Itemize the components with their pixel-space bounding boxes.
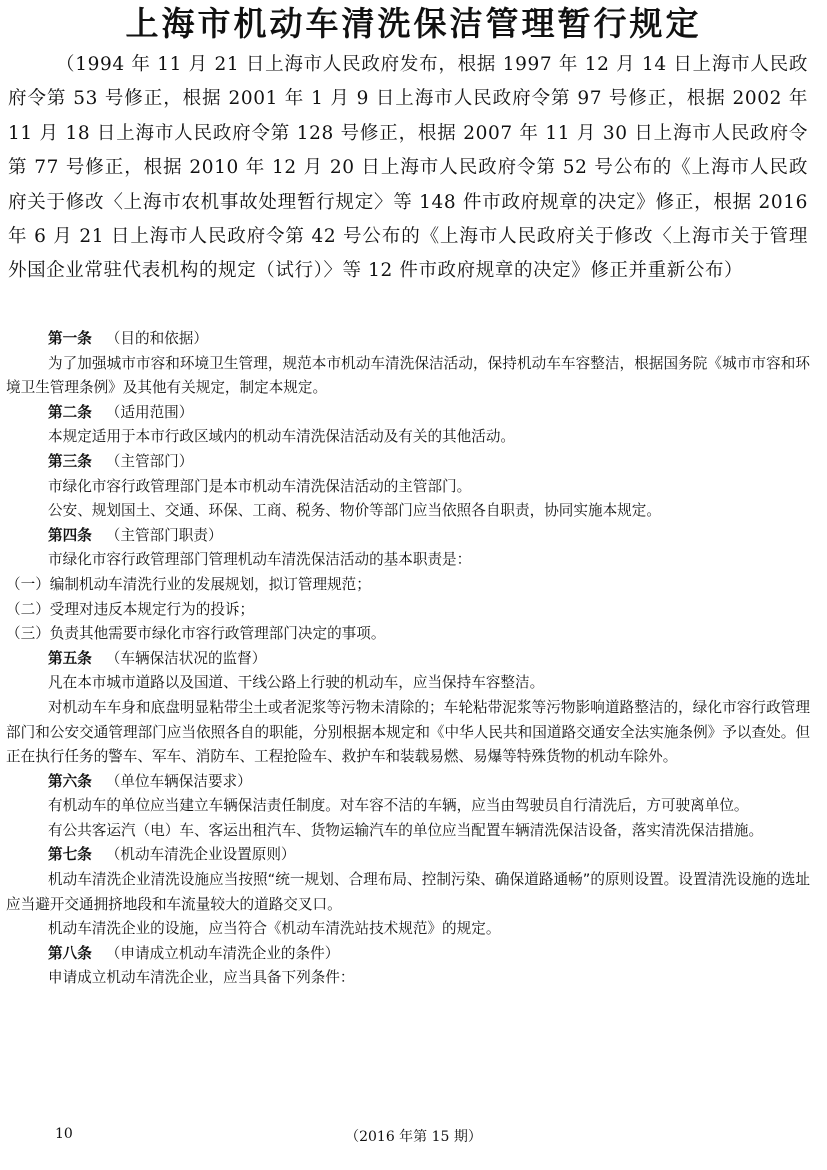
article-heading xyxy=(6,524,810,549)
article-paragraph: 机动车清洗企业清洗设施应当按照“统一规划、合理布局、控制污染、确保道路通畅”的原则设置。设置清洗设施的选址应当避开交通拥挤地段和车流量较大的道路交叉口。 xyxy=(6,871,810,913)
article-topic: （适用范围） xyxy=(105,403,194,421)
document-body xyxy=(6,327,810,991)
article-topic: （单位车辆保洁要求） xyxy=(105,772,252,790)
list-item: （三）负责其他需要市绿化市容行政管理部门决定的事项。 xyxy=(6,625,386,643)
article-paragraph: 对机动车车身和底盘明显粘带尘土或者泥浆等污物未清除的；车轮粘带泥浆等污物影响道路整洁的，绿化市容行政管理部门和公安交通管理部门应当依照各自的职能，分别根据本规定和《中华人民共和国道路交通安全法实施条例》予以查处。但正在执行任务的警车、军车、消防车、工程抢险车、救护车和装载易燃、易爆等特殊货物的机动车除外。 xyxy=(6,698,810,766)
preamble: （1994 年 11 月 21 日上海市人民政府发布，根据 1997 年 12 月 14 日上海市人民政府令第 53 号修正，根据 2001 年 1 月 9 日上海市人民政府令第 97 号修正，根据 2002 年 11 月 18 日上海市人民政府令第 128 号修正，根据 2007 年 11 月 30 日上海市人民政府令第 77 号修正，根据 2010 年 12 月 20 日上海市人民政府令第 52 号公布的《上海市人民政府关于修改〈上海市农机事故处理暂行规定〉等 148 件市政府规章的决定》修正，根据 2016 年 6 月 21 日上海市人民政府令第 42 号公布的《上海市人民政府关于修改〈上海市关于管理外国企业常驻代表机构的规定（试行）〉等 12 件市政府规章的决定》修正并重新公布） xyxy=(8,54,808,282)
article-number: 第七条 xyxy=(48,846,92,864)
article-number: 第四条 xyxy=(48,526,92,544)
article-number: 第二条 xyxy=(48,403,92,421)
article-heading xyxy=(6,401,810,426)
page-number: 10 xyxy=(55,1126,73,1142)
article-paragraph: 本规定适用于本市行政区域内的机动车清洗保洁活动及有关的其他活动。 xyxy=(48,428,516,446)
article-heading xyxy=(6,327,810,352)
article-number: 第三条 xyxy=(48,452,92,470)
article-topic: （车辆保洁状况的监督） xyxy=(105,649,267,667)
list-item: （一）编制机动车清洗行业的发展规划，拟订管理规范； xyxy=(6,575,371,593)
list-item: （二）受理对违反本规定行为的投诉； xyxy=(6,600,255,618)
article-heading xyxy=(6,942,810,967)
article-paragraph: 机动车清洗企业的设施，应当符合《机动车清洗站技术规范》的规定。 xyxy=(48,920,501,938)
article-heading xyxy=(6,843,810,868)
article-topic: （目的和依据） xyxy=(105,330,208,347)
article-topic: （机动车清洗企业设置原则） xyxy=(105,846,296,864)
article-heading xyxy=(6,450,810,475)
article-number: 第六条 xyxy=(48,772,92,790)
article-heading xyxy=(6,647,810,672)
article-number: 第五条 xyxy=(48,649,92,667)
article-paragraph: 公安、规划国土、交通、环保、工商、税务、物价等部门应当依照各自职责，协同实施本规定。 xyxy=(48,502,661,520)
article-topic: （主管部门） xyxy=(105,452,194,470)
article-paragraph: 申请成立机动车清洗企业，应当具备下列条件： xyxy=(48,969,355,987)
article-number: 第一条 xyxy=(48,330,92,347)
article-paragraph: 有公共客运汽（电）车、客运出租汽车、货物运输汽车的单位应当配置车辆清洗保洁设备，落实清洗保洁措施。 xyxy=(48,821,764,839)
article-topic: （主管部门职责） xyxy=(105,526,223,544)
page-footer xyxy=(0,1126,827,1150)
article-paragraph: 市绿化市容行政管理部门管理机动车清洗保洁活动的基本职责是： xyxy=(48,551,472,569)
article-paragraph: 凡在本市城市道路以及国道、干线公路上行驶的机动车，应当保持车容整洁。 xyxy=(48,674,545,692)
article-paragraph: 为了加强城市市容和环境卫生管理，规范本市机动车清洗保洁活动，保持机动车车容整洁，根据国务院《城市市容和环境卫生管理条例》及其他有关规定，制定本规定。 xyxy=(6,354,810,397)
article-number: 第八条 xyxy=(48,944,92,962)
article-topic: （申请成立机动车清洗企业的条件） xyxy=(105,944,340,962)
article-heading xyxy=(6,770,810,795)
article-paragraph: 市绿化市容行政管理部门是本市机动车清洗保洁活动的主管部门。 xyxy=(48,477,472,495)
issue-label: （2016 年第 15 期） xyxy=(345,1129,482,1145)
document-title: 上海市机动车清洗保洁管理暂行规定 xyxy=(125,4,702,43)
article-paragraph: 有机动车的单位应当建立车辆保洁责任制度。对车容不洁的车辆，应当由驾驶员自行清洗后，方可驶离单位。 xyxy=(48,797,749,815)
